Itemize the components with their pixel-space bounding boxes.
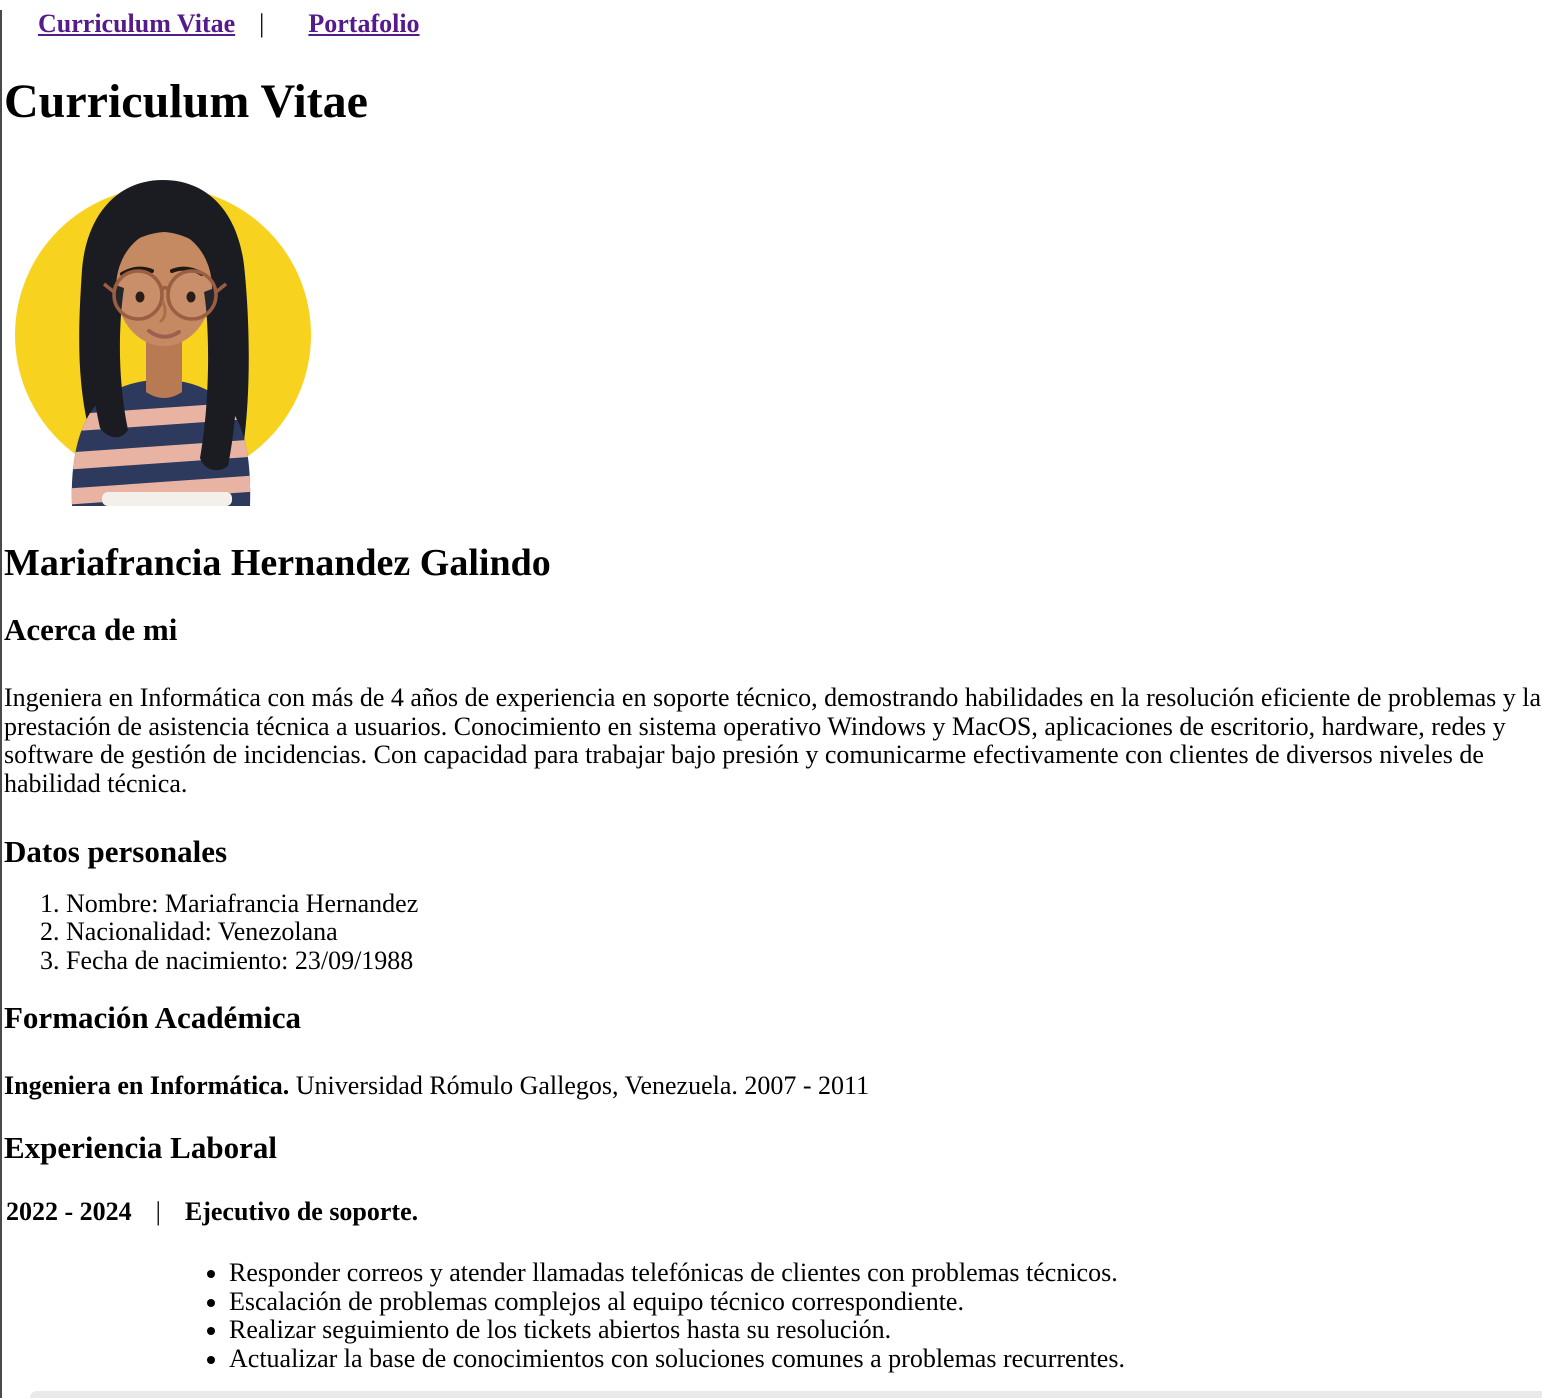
list-item: 3. Fecha de nacimiento: 23/09/1988 xyxy=(66,947,1542,976)
job-role: Ejecutivo de soporte. xyxy=(184,1196,419,1226)
personal-data-list xyxy=(4,890,1542,977)
nav-separator: | xyxy=(259,9,265,38)
profile-avatar xyxy=(12,170,314,506)
window-bottom-edge xyxy=(30,1391,1542,1398)
list-item: • Escalación de problemas complejos al equipo técnico correspondiente. xyxy=(229,1288,1542,1317)
nav-link-curriculum[interactable]: Curriculum Vitae xyxy=(38,9,236,38)
nav-link-portafolio[interactable]: Portafolio xyxy=(308,9,420,38)
about-paragraph: Ingeniera en Informática con más de 4 años de experiencia en soporte técnico, demostrando habilidades en la resolución eficiente de problemas y la prestación de asistencia técnica a usuarios. Conocimiento en sistema operativo Windows y MacOS, aplicaciones de escritorio, hardware, redes y software de gestión de incidencias. Con capacidad para trabajar bajo presión y comunicarme efectivamente con clientes de diversos niveles de habilidad técnica. xyxy=(4,682,1541,799)
cv-page xyxy=(0,10,1542,1398)
section-heading-about: Acerca de mi xyxy=(4,612,178,648)
education-degree: Ingeniera en Informática. xyxy=(4,1070,290,1100)
list-item: • Responder correos y atender llamadas telefónicas de clientes con problemas técnicos. xyxy=(229,1259,1542,1288)
section-heading-experience: Experiencia Laboral xyxy=(4,1130,277,1166)
list-item: 2. Nacionalidad: Venezolana xyxy=(66,918,1542,947)
page-title: Curriculum Vitae xyxy=(4,74,368,128)
list-item: 1. Nombre: Mariafrancia Hernandez xyxy=(66,890,1542,919)
section-heading-personal: Datos personales xyxy=(4,834,228,870)
job-entry-header xyxy=(6,1198,1542,1227)
list-item: • Actualizar la base de conocimientos con soluciones comunes a problemas recurrentes. xyxy=(229,1345,1542,1374)
woman-memoji-avatar-icon xyxy=(12,170,314,506)
section-heading-education: Formación Académica xyxy=(4,1000,302,1036)
avatar-neck xyxy=(146,338,182,398)
top-nav xyxy=(38,10,1542,39)
job-separator: | xyxy=(155,1196,161,1226)
job-period: 2022 - 2024 xyxy=(6,1196,132,1226)
person-name: Mariafrancia Hernandez Galindo xyxy=(4,542,551,585)
list-item: • Realizar seguimiento de los tickets abiertos hasta su resolución. xyxy=(229,1316,1542,1345)
education-entry xyxy=(4,1072,1542,1101)
education-details: Universidad Rómulo Gallegos, Venezuela. 2007 - 2011 xyxy=(289,1070,870,1100)
job-duties-list xyxy=(4,1259,1542,1374)
